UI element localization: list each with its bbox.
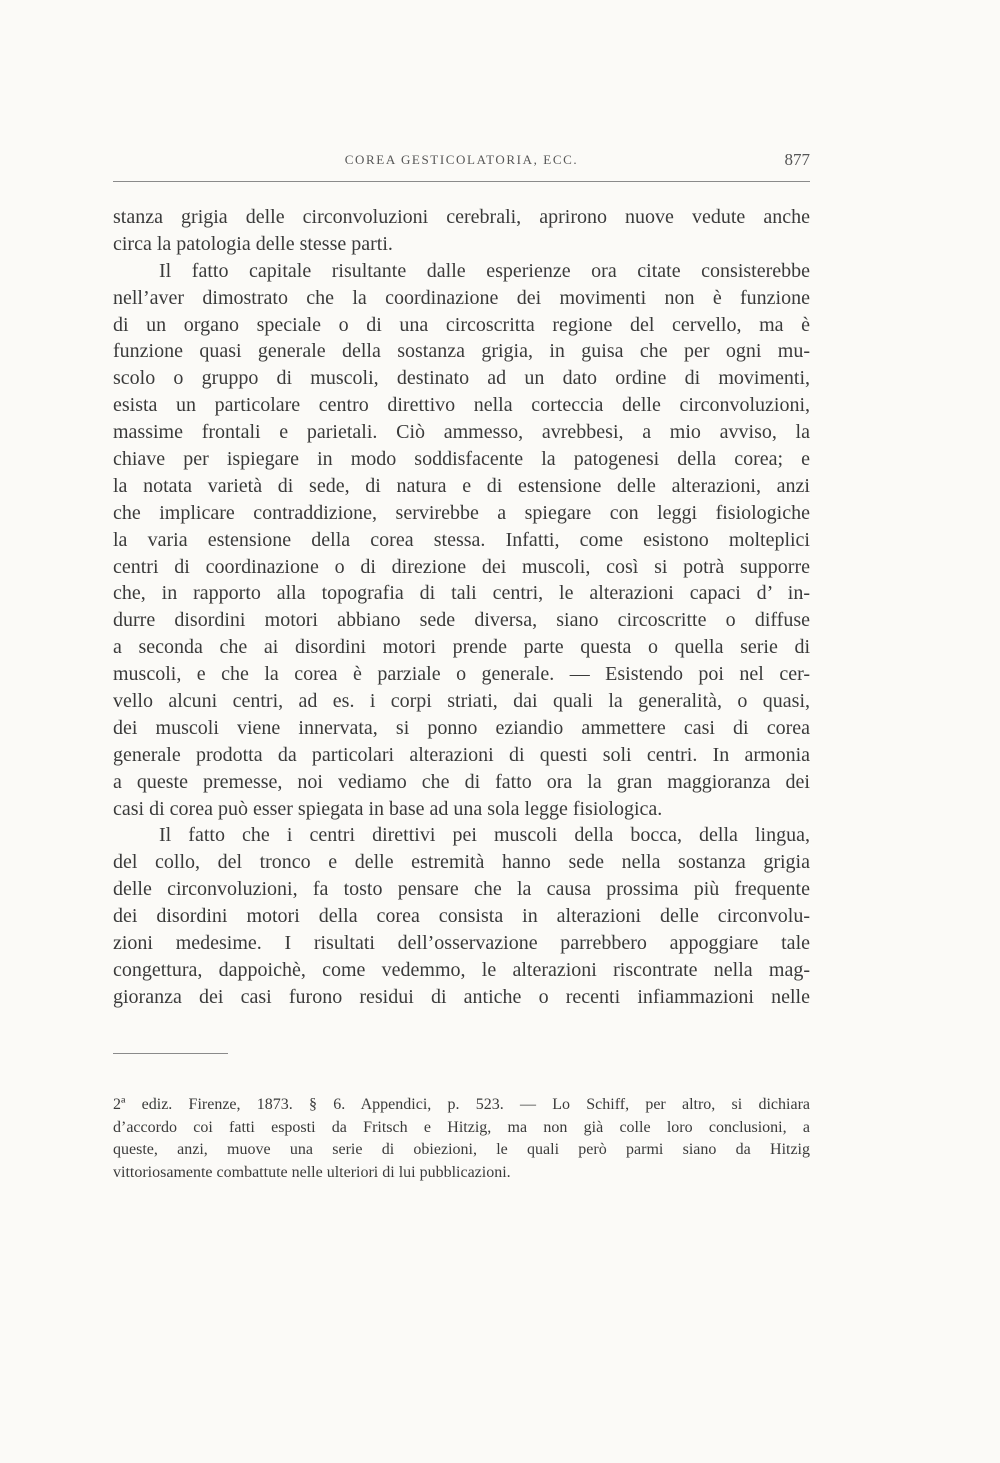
- running-head: [113, 150, 810, 176]
- footnotes: [113, 1094, 810, 1184]
- footnote-line: queste, anzi, muove una serie di obiezioni, le quali però parmi siano da Hitzig: [113, 1141, 810, 1159]
- text-line: a seconda che ai disordini motori prende parte questa o quella serie di: [113, 636, 810, 659]
- text-line: congettura, dappoichè, come vedemmo, le alterazioni riscontrate nella mag-: [113, 958, 810, 981]
- text-line: zioni medesime. I risultati dell’osservazione parrebbero appoggiare tale: [113, 932, 810, 955]
- text-line: la notata varietà di sede, di natura e di estensione delle alterazioni, anzi: [113, 474, 810, 497]
- text-line: gioranza dei casi furono residui di antiche o recenti infiammazioni nelle: [113, 985, 810, 1008]
- text-line: durre disordini motori abbiano sede diversa, siano circoscritte o diffuse: [113, 609, 810, 632]
- footnote-line: d’accordo coi fatti esposti da Fritsch e Hitzig, ma non già colle loro conclusioni, a: [113, 1118, 810, 1136]
- text-line: esista un particolare centro direttivo nella corteccia delle circonvoluzioni,: [113, 394, 810, 417]
- text-line: delle circonvoluzioni, fa tosto pensare che la causa prossima più frequente: [113, 878, 810, 901]
- text-line: casi di corea può esser spiegata in base ad una sola legge fisiologica.: [113, 797, 663, 820]
- text-line: che, in rapporto alla topografia di tali centri, le alterazioni capaci d’ in-: [113, 582, 810, 605]
- text-line: Il fatto capitale risultante dalle esperienze ora citate consisterebbe: [159, 259, 810, 282]
- text-line: funzione quasi generale della sostanza grigia, in guisa che per ogni mu-: [113, 340, 810, 363]
- text-line: dei muscoli viene innervata, si ponno eziandio ammettere casi di corea: [113, 716, 810, 739]
- text-line: circa la patologia delle stesse parti.: [113, 232, 393, 255]
- text-line: generale prodotta da particolari alterazioni di questi soli centri. In armonia: [113, 743, 810, 766]
- text-line: stanza grigia delle circonvoluzioni cerebrali, aprirono nuove vedute anche: [113, 206, 810, 228]
- text-line: Il fatto che i centri direttivi pei muscoli della bocca, della lingua,: [159, 824, 810, 847]
- text-line: dei disordini motori della corea consista in alterazioni delle circonvolu-: [113, 905, 810, 928]
- text-line: massime frontali e parietali. Ciò ammesso, avrebbesi, a mio avviso, la: [113, 421, 810, 444]
- text-line: muscoli, e che la corea è parziale o generale. — Esistendo poi nel cer-: [113, 663, 810, 686]
- text-line: nell’aver dimostrato che la coordinazione dei movimenti non è funzione: [113, 286, 810, 309]
- text-line: chiave per ispiegare in modo soddisfacente la patogenesi della corea; e: [113, 448, 810, 471]
- text-line: vello alcuni centri, ad es. i corpi striati, dai quali la generalità, o quasi,: [113, 690, 810, 713]
- text-line: del collo, del tronco e delle estremità hanno sede nella sostanza grigia: [113, 851, 810, 874]
- text-line: a queste premesse, noi vediamo che di fatto ora la gran maggioranza dei: [113, 770, 810, 793]
- text-line: la varia estensione della corea stessa. Infatti, come esistono molteplici: [113, 528, 810, 551]
- page-number: 877: [784, 150, 810, 169]
- header-rule: [113, 181, 810, 182]
- text-line: centri di coordinazione o di direzione dei muscoli, così si potrà supporre: [113, 555, 810, 578]
- footnote-line: vittoriosamente combattute nelle ulteriori di lui pubblicazioni.: [113, 1163, 511, 1181]
- footnote-rule: [113, 1053, 228, 1054]
- body-text: [113, 204, 810, 1011]
- footnote-line: 2ª ediz. Firenze, 1873. § 6. Appendici, p. 523. — Lo Schiff, per altro, si dichiara: [113, 1096, 810, 1113]
- text-line: di un organo speciale o di una circoscritta regione del cervello, ma è: [113, 313, 810, 336]
- text-line: scolo o gruppo di muscoli, destinato ad un dato ordine di movimenti,: [113, 367, 810, 390]
- running-title: COREA GESTICOLATORIA, ECC.: [344, 152, 579, 167]
- text-line: che implicare contraddizione, servirebbe a spiegare con leggi fisiologiche: [113, 501, 810, 524]
